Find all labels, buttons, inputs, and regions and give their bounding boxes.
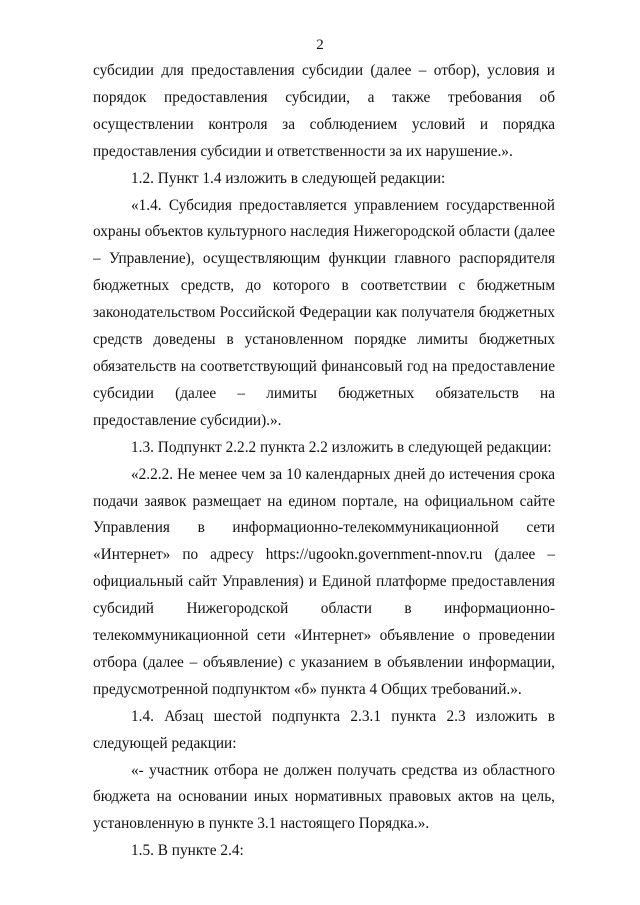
paragraph-item-1-5: 1.5. В пункте 2.4: xyxy=(131,842,244,860)
paragraph-quote-2-2-2: «2.2.2. Не менее чем за 10 календарных дней до истечения срока подачи заявок размещает на едином портале, на официальном сайте Управления в информационно-телекоммуникационной сети «Интернет» по адресу https://ugookn.government-nnov.ru (далее – официальный сайт Управления) и Единой платформе предоставления субсидий Нижегородской области в информационно-телекоммуникационной сети «Интернет» объявление о проведении отбора (далее – объявление) с указанием в объявлении информации, предусмотренной подпунктом «б» пункта 4 Общих требований.». xyxy=(93,465,555,698)
paragraph-item-1-3: 1.3. Подпункт 2.2.2 пункта 2.2 изложить в следующей редакции: xyxy=(131,438,552,456)
paragraph-quote-participant: «- участник отбора не должен получать средства из областного бюджета на основании иных нормативных правовых актов на цель, установленную в пункте 3.1 настоящего Порядка.». xyxy=(93,761,555,833)
paragraph-quote-1-4: «1.4. Субсидия предоставляется управлением государственной охраны объектов культурного наследия Нижегородской области (далее – Управление), осуществляющим функции главного распорядителя бюджетных средств, до которого в соответствии с бюджетным законодательством Российской Федерации как получателя бюджетных средств доведены в установленном порядке лимиты бюджетных обязательств на соответствующий финансовый год на предоставление субсидии (далее – лимиты бюджетных обязательств на предоставление субсидии).». xyxy=(93,196,555,429)
document-body xyxy=(93,58,555,865)
paragraph-item-1-2: 1.2. Пункт 1.4 изложить в следующей редакции: xyxy=(131,169,446,187)
paragraph-item-1-4: 1.4. Абзац шестой подпункта 2.3.1 пункта 2.3 изложить в следующей редакции: xyxy=(93,707,555,752)
page-number: 2 xyxy=(316,37,324,53)
paragraph-continuation: субсидии для предоставления субсидии (далее – отбор), условия и порядок предоставления субсидии, а также требования об осуществлении контроля за соблюдением условий и порядка предоставления субсидии и ответственности за их нарушение.». xyxy=(93,62,555,160)
